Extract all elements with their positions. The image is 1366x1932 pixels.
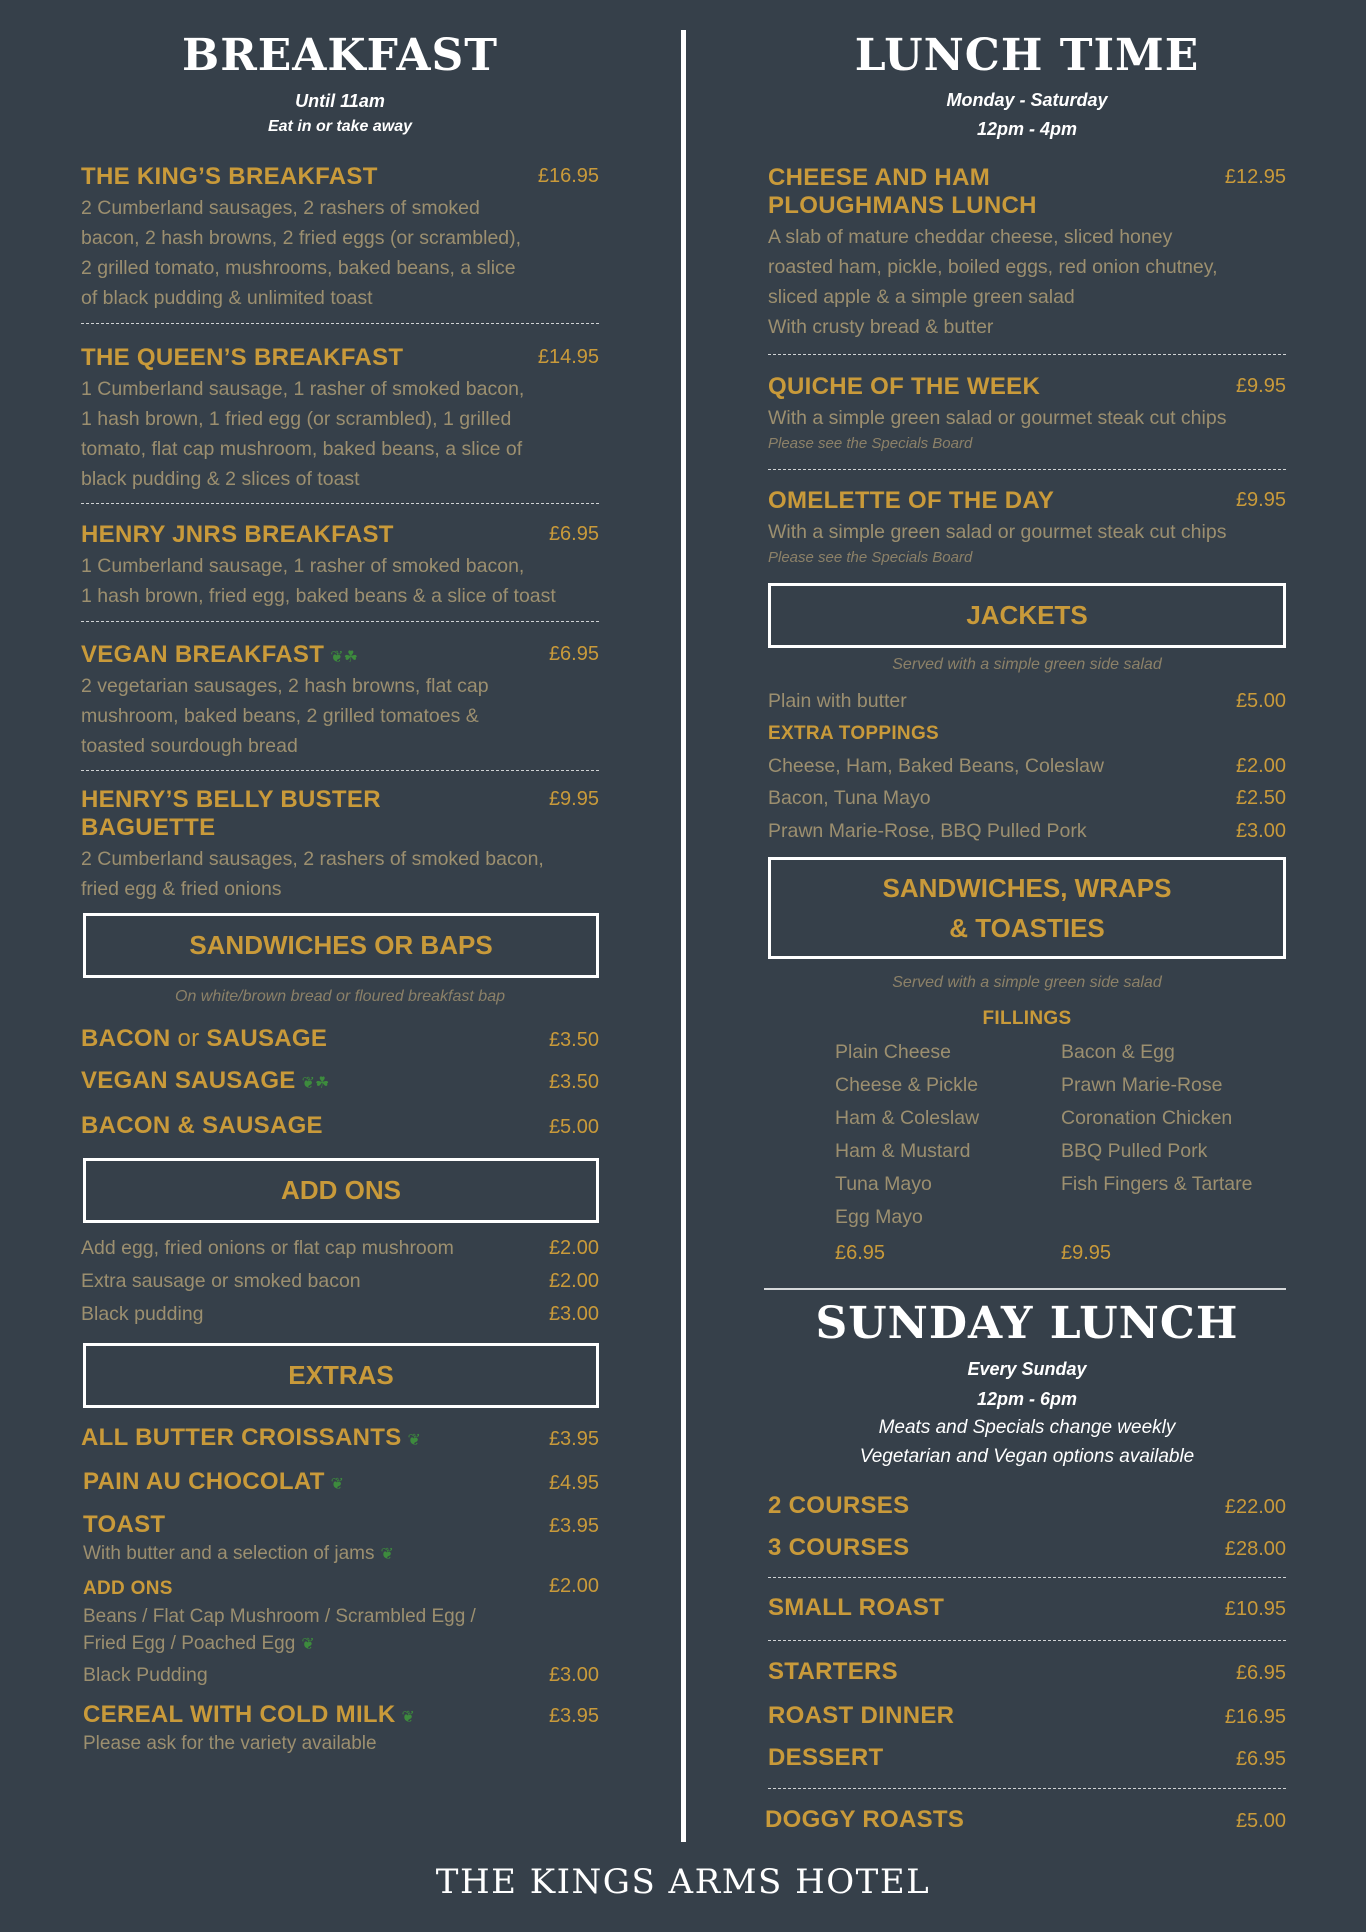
menu-item: [768, 686, 1286, 716]
lunch-hours: 12pm - 4pm: [976, 119, 1078, 139]
item-price: £2.50: [1235, 787, 1286, 809]
filling: Prawn Marie-Rose: [1061, 1074, 1223, 1096]
menu-item: [765, 1806, 1286, 1834]
item-desc: 1 Cumberland sausage, 1 rasher of smoked bacon,: [81, 378, 525, 400]
item-desc: bacon, 2 hash browns, 2 fried eggs (or scrambled),: [81, 227, 522, 249]
sunday-note: Vegetarian and Vegan options available: [859, 1446, 1195, 1467]
item-price: £9.95: [548, 788, 599, 810]
menu-item: [768, 751, 1286, 781]
item-name: CHEESE AND HAM: [768, 164, 990, 191]
item-name: BAGUETTE: [81, 814, 216, 841]
item-price: £9.95: [1235, 489, 1286, 511]
item-desc: A slab of mature cheddar cheese, sliced honey: [768, 226, 1173, 248]
item-name: Black Pudding: [83, 1664, 208, 1686]
vegetarian-leaf-icon: ❦: [401, 1709, 415, 1726]
item-name-or: or: [170, 1025, 207, 1052]
item-name: Bacon, Tuna Mayo: [768, 787, 931, 809]
filling: Tuna Mayo: [835, 1173, 932, 1195]
item-price: £16.95: [537, 165, 599, 187]
item-price: £12.95: [1224, 166, 1286, 188]
vegetarian-leaf-icon: ❦: [330, 1476, 345, 1493]
item-name: BACON & SAUSAGE: [81, 1112, 323, 1139]
dashed-divider: [81, 621, 599, 622]
menu-item: [768, 1702, 1286, 1730]
breakfast-title: BREAKFAST: [182, 30, 498, 81]
menu-item: [81, 1025, 599, 1053]
item-price: £5.00: [1235, 690, 1286, 712]
menu-item: [81, 344, 599, 494]
item-name: VEGAN SAUSAGE: [81, 1067, 296, 1094]
vegetarian-leaf-icon: ❦: [407, 1432, 421, 1449]
filling: Bacon & Egg: [1061, 1041, 1175, 1063]
item-name: ROAST DINNER: [768, 1702, 955, 1729]
filling: Ham & Mustard: [835, 1140, 971, 1162]
item-desc: tomato, flat cap mushroom, baked beans, a slice of: [81, 438, 523, 460]
menu-item: [81, 1112, 599, 1140]
fillings-label: FILLINGS: [982, 1008, 1072, 1029]
item-name: DESSERT: [768, 1744, 884, 1771]
item-name: VEGAN BREAKFAST: [81, 641, 325, 668]
item-desc: 1 hash brown, fried egg, baked beans & a slice of toast: [81, 585, 556, 607]
menu-item: [81, 163, 599, 313]
item-name: Cheese, Ham, Baked Beans, Coleslaw: [768, 755, 1105, 777]
item-price: £6.95: [1235, 1748, 1286, 1770]
sunday-note: Meats and Specials change weekly: [878, 1417, 1176, 1438]
item-desc: With a simple green salad or gourmet steak cut chips: [768, 407, 1227, 429]
section-divider: [764, 1288, 1286, 1290]
item-price: £28.00: [1224, 1538, 1286, 1560]
menu-item: [768, 1534, 1286, 1562]
menu-item: [83, 1660, 599, 1690]
item-desc: 1 hash brown, 1 fried egg (or scrambled), 1 grilled: [81, 408, 512, 430]
item-price: £9.95: [1235, 375, 1286, 397]
dashed-divider: [768, 469, 1286, 470]
section-note: On white/brown bread or floured breakfast bap: [175, 988, 505, 1005]
menu-item: [768, 373, 1286, 455]
item-price: £16.95: [1224, 1706, 1286, 1728]
menu-item: [81, 1424, 599, 1452]
item-desc: With a simple green salad or gourmet steak cut chips: [768, 521, 1227, 543]
item-price: £3.50: [548, 1029, 599, 1051]
item-name: BACON: [81, 1025, 171, 1052]
item-note: Please see the Specials Board: [768, 549, 973, 566]
item-desc: With butter and a selection of jams: [83, 1543, 375, 1564]
item-price: £5.00: [1235, 1810, 1286, 1832]
item-price: £2.00: [548, 1270, 599, 1292]
section-heading-sandwiches-wraps: [768, 857, 1286, 959]
filling: BBQ Pulled Pork: [1061, 1140, 1208, 1162]
section-heading-add-ons: ADD ONS: [83, 1158, 599, 1223]
filling: Coronation Chicken: [1061, 1107, 1233, 1129]
item-price: £3.95: [548, 1428, 599, 1450]
item-price: £6.95: [548, 643, 599, 665]
item-note: Please see the Specials Board: [768, 435, 973, 452]
menu-item: [768, 1744, 1286, 1772]
filling: Cheese & Pickle: [835, 1074, 979, 1096]
item-price: £6.95: [548, 523, 599, 545]
item-price: £2.00: [548, 1575, 599, 1597]
fillings-list-1: [835, 1036, 1055, 1234]
breakfast-note: Eat in or take away: [267, 118, 413, 135]
item-name: SAUSAGE: [206, 1025, 328, 1052]
dashed-divider: [768, 1577, 1286, 1578]
item-price: £6.95: [1235, 1662, 1286, 1684]
item-name: TOAST: [83, 1511, 166, 1538]
item-desc: 2 grilled tomato, mushrooms, baked beans, a slice: [81, 257, 516, 279]
item-name: STARTERS: [768, 1658, 898, 1685]
menu-item: [83, 1701, 599, 1759]
item-name: 2 COURSES: [768, 1492, 910, 1519]
filling: Egg Mayo: [835, 1206, 923, 1228]
dashed-divider: [81, 770, 599, 771]
section-note: Served with a simple green side salad: [892, 974, 1162, 991]
menu-item: [81, 521, 599, 611]
item-price: £2.00: [1235, 755, 1286, 777]
footer-hotel-name: THE KINGS ARMS HOTEL: [435, 1862, 931, 1902]
item-name: THE QUEEN’S BREAKFAST: [81, 344, 404, 371]
menu-item: [83, 1511, 599, 1570]
menu-item: [768, 816, 1286, 846]
menu-item: [768, 1658, 1286, 1686]
breakfast-hours: Until 11am: [295, 91, 385, 111]
item-name: ALL BUTTER CROISSANTS: [81, 1424, 402, 1451]
dashed-divider: [768, 1640, 1286, 1641]
item-name: Extra sausage or smoked bacon: [81, 1270, 361, 1292]
item-name: ADD ONS: [83, 1578, 173, 1599]
filling: Fish Fingers & Tartare: [1061, 1173, 1253, 1195]
fillings-list-2: [1061, 1036, 1286, 1201]
item-desc: Please ask for the variety available: [83, 1733, 377, 1754]
item-desc: sliced apple & a simple green salad: [768, 286, 1075, 308]
item-desc: With crusty bread & butter: [768, 316, 994, 338]
item-name: SMALL ROAST: [768, 1594, 945, 1621]
filling: Ham & Coleslaw: [835, 1107, 980, 1129]
dashed-divider: [81, 323, 599, 324]
item-price: £14.95: [537, 346, 599, 368]
menu-item: [83, 1468, 599, 1496]
item-desc: 2 Cumberland sausages, 2 rashers of smoked bacon,: [81, 848, 544, 870]
section-heading-extras: EXTRAS: [83, 1343, 599, 1408]
item-desc: black pudding & 2 slices of toast: [81, 468, 360, 490]
item-name: Plain with butter: [768, 690, 907, 712]
menu-item: [768, 1594, 1286, 1622]
item-name: Black pudding: [81, 1303, 204, 1325]
fillings-price-2: £9.95: [1061, 1242, 1112, 1264]
item-price: £3.00: [548, 1664, 599, 1686]
item-price: £3.00: [1235, 820, 1286, 842]
item-desc: fried egg & fried onions: [81, 878, 282, 900]
item-price: £3.50: [548, 1071, 599, 1093]
item-desc: 1 Cumberland sausage, 1 rasher of smoked bacon,: [81, 555, 525, 577]
menu-item: [768, 783, 1286, 813]
vegetarian-leaf-icon: ❦: [301, 1636, 315, 1653]
item-name: QUICHE OF THE WEEK: [768, 373, 1041, 400]
menu-item: [81, 641, 599, 761]
item-desc: Fried Egg / Poached Egg: [83, 1633, 296, 1654]
dashed-divider: [768, 1788, 1286, 1789]
item-name: THE KING’S BREAKFAST: [81, 163, 378, 190]
dashed-divider: [81, 503, 599, 504]
item-price: £5.00: [548, 1116, 599, 1138]
item-price: £2.00: [548, 1237, 599, 1259]
section-heading-sandwiches-baps: SANDWICHES OR BAPS: [83, 913, 599, 978]
vegan-leaf-icon: ❦☘: [301, 1075, 330, 1092]
menu-item: [81, 1299, 599, 1329]
heading-line: SANDWICHES, WRAPS: [882, 873, 1172, 903]
item-name: Prawn Marie-Rose, BBQ Pulled Pork: [768, 820, 1087, 842]
menu-item: [81, 1067, 599, 1095]
vegetarian-leaf-icon: ❦: [380, 1546, 394, 1563]
item-price: £3.95: [548, 1705, 599, 1727]
item-desc: Beans / Flat Cap Mushroom / Scrambled Egg /: [83, 1606, 476, 1627]
menu-item: [83, 1575, 599, 1658]
heading-line: & TOASTIES: [949, 913, 1105, 943]
menu-item: [81, 1266, 599, 1296]
item-desc: mushroom, baked beans, 2 grilled tomatoes &: [81, 705, 479, 727]
item-name: OMELETTE OF THE DAY: [768, 487, 1055, 514]
extra-toppings-label: EXTRA TOPPINGS: [768, 723, 940, 744]
item-price: £22.00: [1224, 1496, 1286, 1518]
menu-item: [768, 164, 1286, 342]
item-name: PLOUGHMANS LUNCH: [768, 192, 1037, 219]
item-name: HENRY’S BELLY BUSTER: [81, 786, 381, 813]
item-name: 3 COURSES: [768, 1534, 910, 1561]
lunch-title: LUNCH TIME: [854, 30, 1200, 81]
item-name: CEREAL WITH COLD MILK: [83, 1701, 396, 1728]
filling: Plain Cheese: [835, 1041, 951, 1063]
menu-item: [81, 1233, 599, 1263]
item-desc: toasted sourdough bread: [81, 735, 298, 757]
sunday-hours: 12pm - 6pm: [976, 1389, 1078, 1409]
sunday-days: Every Sunday: [967, 1359, 1087, 1379]
item-desc: roasted ham, pickle, boiled eggs, red onion chutney,: [768, 256, 1218, 278]
item-name: PAIN AU CHOCOLAT: [83, 1468, 325, 1495]
fillings-price-1: £6.95: [835, 1242, 886, 1264]
sunday-title: SUNDAY LUNCH: [815, 1298, 1239, 1349]
item-desc: 2 Cumberland sausages, 2 rashers of smoked: [81, 197, 480, 219]
column-divider: [681, 30, 686, 1842]
item-price: £10.95: [1224, 1598, 1286, 1620]
item-desc: of black pudding & unlimited toast: [81, 287, 373, 309]
menu-item: [768, 487, 1286, 569]
item-name: Add egg, fried onions or flat cap mushroom: [81, 1237, 454, 1259]
menu-item: [81, 786, 599, 904]
item-price: £3.00: [548, 1303, 599, 1325]
section-heading-jackets: JACKETS: [768, 583, 1286, 648]
item-price: £4.95: [548, 1472, 599, 1494]
menu-item: [768, 1492, 1286, 1520]
lunch-days: Monday - Saturday: [946, 90, 1108, 110]
item-price: £3.95: [548, 1515, 599, 1537]
section-note: Served with a simple green side salad: [892, 656, 1162, 673]
dashed-divider: [768, 354, 1286, 355]
vegan-leaf-icon: ❦☘: [330, 649, 358, 666]
item-desc: 2 vegetarian sausages, 2 hash browns, flat cap: [81, 675, 489, 697]
item-name: DOGGY ROASTS: [765, 1806, 965, 1833]
item-name: HENRY JNRS BREAKFAST: [81, 521, 394, 548]
